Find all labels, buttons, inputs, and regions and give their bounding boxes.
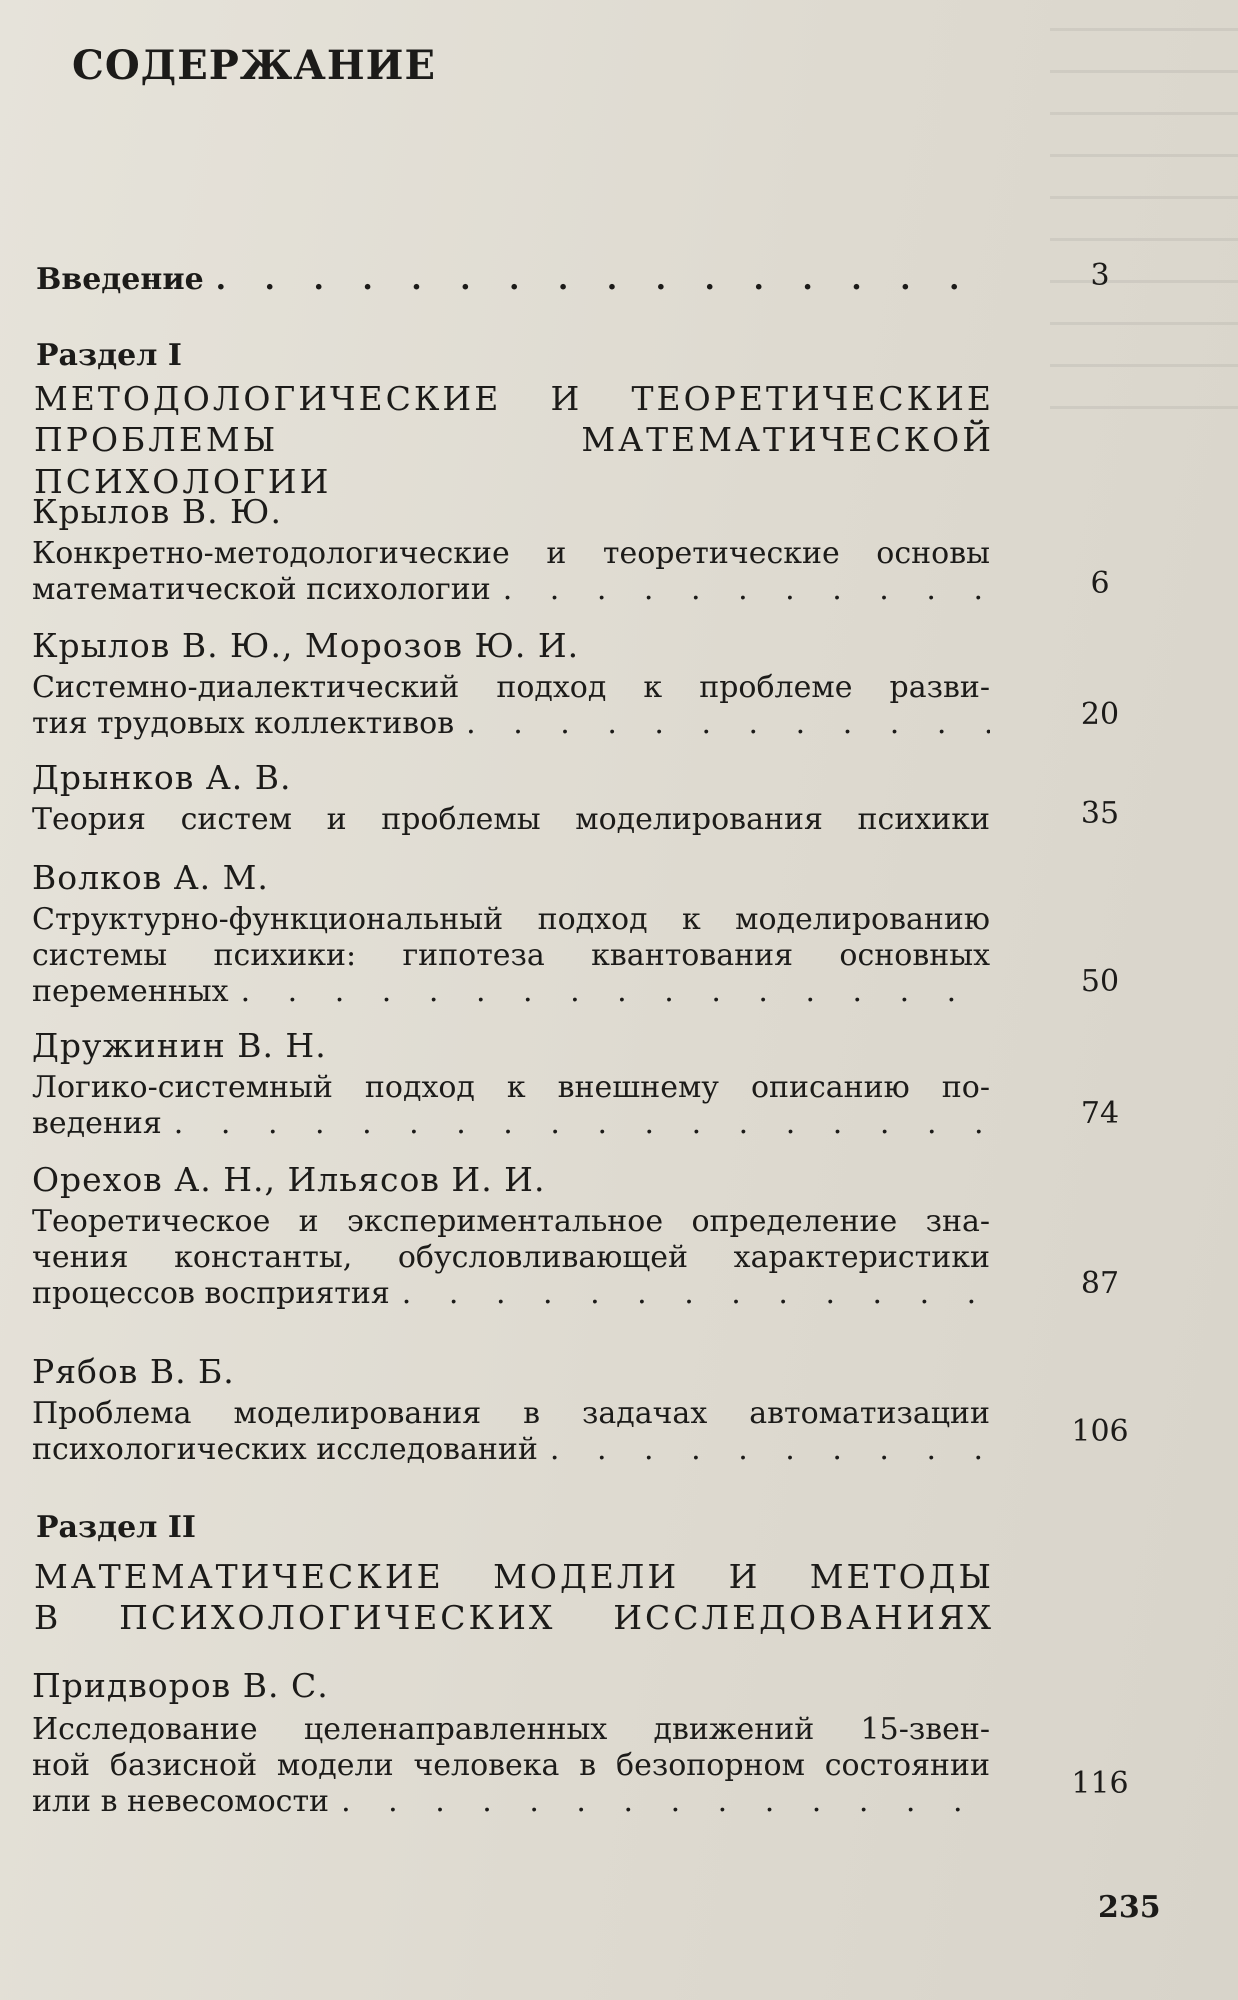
entry-author: Дрынков А. В. (32, 758, 292, 797)
entry-title-line: ной базисной модели человека в безопорном состоянии (32, 1748, 990, 1783)
entry-page-number: 106 (1071, 1414, 1129, 1449)
section-1-title (34, 378, 994, 502)
entry-title-line: переменных (32, 974, 229, 1009)
entry-title-line: системы психики: гипотеза квантования основных (32, 938, 990, 973)
intro-label: Введение (36, 262, 204, 297)
section-1-label: Раздел I (36, 338, 182, 373)
entry-title-line: Исследование целенаправленных движений 15-звен- (32, 1712, 990, 1747)
page-number: 235 (1098, 1890, 1161, 1925)
entry-title-line: Логико-системный подход к внешнему описанию по- (32, 1070, 990, 1105)
entry-title-line: Конкретно-методологические и теоретические основы (32, 536, 990, 571)
entry-title-line: Теория систем и проблемы моделирования психики (32, 802, 990, 837)
leader-dots (503, 572, 990, 608)
leader-dots (466, 706, 990, 742)
entry-title-line: тия трудовых коллективов (32, 706, 455, 741)
section-2-title-line: В ПСИХОЛОГИЧЕСКИХ ИССЛЕДОВАНИЯХ (34, 1598, 994, 1638)
section-2-title (34, 1556, 994, 1639)
entry-title (32, 902, 990, 1010)
entry-title (32, 1712, 990, 1820)
entry-title-line: Структурно-функциональный подход к моделированию (32, 902, 990, 937)
entry-author: Крылов В. Ю., Морозов Ю. И. (32, 626, 580, 665)
entry-title-line: процессов восприятия (32, 1276, 390, 1311)
entry-title-line: Теоретическое и экспериментальное определение зна- (32, 1204, 990, 1239)
entry-page-number: 74 (1080, 1096, 1120, 1131)
entry-title-line: математической психологии (32, 572, 491, 607)
entry-title-line: Проблема моделирования в задачах автоматизации (32, 1396, 990, 1431)
entry-author: Рябов В. Б. (32, 1352, 235, 1391)
entry-title (32, 1396, 990, 1468)
entry-page-number: 116 (1071, 1766, 1129, 1801)
entry-title-line: психологических исследований (32, 1432, 538, 1467)
entry-page-number: 6 (1090, 566, 1110, 601)
entry-author: Крылов В. Ю. (32, 492, 282, 531)
entry-author: Волков А. М. (32, 858, 269, 897)
entry-title (32, 536, 990, 608)
section-1-title-line: МЕТОДОЛОГИЧЕСКИЕ И ТЕОРЕТИЧЕСКИЕ (34, 379, 994, 418)
toc-intro (36, 262, 976, 297)
leader-dots (402, 1276, 990, 1312)
section-2-title-line: МАТЕМАТИЧЕСКИЕ МОДЕЛИ И МЕТОДЫ (34, 1557, 994, 1596)
section-1-title-line: ПРОБЛЕМЫ МАТЕМАТИЧЕСКОЙ ПСИХОЛОГИИ (34, 420, 994, 501)
leader-dots (241, 974, 990, 1010)
entry-title (32, 1070, 990, 1142)
entry-title (32, 1204, 990, 1312)
leader-dots (550, 1432, 990, 1468)
entry-page-number: 20 (1080, 697, 1120, 732)
entry-title-line: ведения (32, 1106, 162, 1141)
page-title: СОДЕРЖАНИЕ (72, 42, 436, 89)
leader-dots (174, 1106, 990, 1142)
section-2-label: Раздел II (36, 1510, 196, 1545)
entry-page-number: 50 (1080, 964, 1120, 999)
entry-title (32, 670, 990, 742)
entry-title-line: Системно-диалектический подход к проблеме разви- (32, 670, 990, 705)
entry-title-line: чения константы, обусловливающей характеристики (32, 1240, 990, 1275)
entry-author: Орехов А. Н., Ильясов И. И. (32, 1160, 546, 1199)
bleed-through-text (1050, 0, 1238, 440)
leader-dots (341, 1784, 990, 1820)
entry-page-number: 87 (1080, 1266, 1120, 1301)
entry-author: Дружинин В. Н. (32, 1026, 327, 1065)
entry-author: Придворов В. С. (32, 1666, 329, 1705)
entry-page-number: 35 (1080, 796, 1120, 831)
entry-title-line: или в невесомости (32, 1784, 330, 1819)
intro-page-number: 3 (1090, 258, 1110, 293)
leader-dots (216, 262, 976, 297)
entry-title (32, 802, 990, 838)
